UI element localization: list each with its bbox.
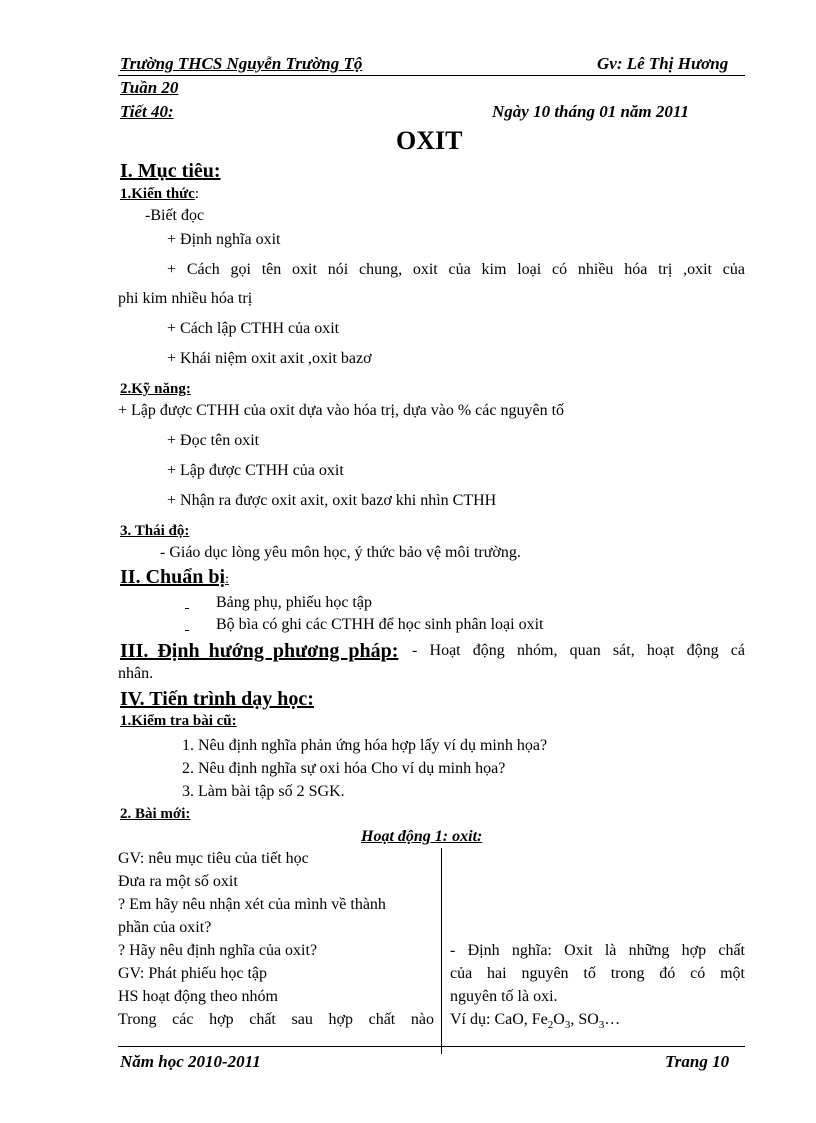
page-number: Trang 10 [665,1052,730,1071]
teacher-activity-line: GV: nêu mục tiêu của tiết học [118,850,309,867]
review-question: 1. Nêu định nghĩa phản ứng hóa hợp lấy ví dụ minh họa? [182,737,548,754]
school-name: Trường THCS Nguyễn Trường Tộ [120,54,363,73]
preparation-item: Bộ bìa có ghi các CTHH để học sinh phân loại oxit [216,616,544,633]
header-rule [118,75,745,76]
bullet-dash [185,630,189,631]
content-line: nguyên tố là oxi. [450,988,558,1005]
lesson-date: Ngày 10 tháng 01 năm 2011 [492,102,689,121]
method-text: - Hoạt động nhóm, quan sát, hoạt động cá [412,642,745,659]
teacher-activity-line: phần của oxit? [118,919,212,936]
knowledge-item: + Định nghĩa oxit [167,231,281,248]
section-method-heading: III. Định hướng phương pháp: [120,640,399,662]
skill-item: + Nhận ra được oxit axit, oxit bazơ khi nhìn CTHH [167,492,497,509]
footer-rule [118,1046,745,1047]
knowledge-item: + Cách lập CTHH của oxit [167,320,340,337]
section-process-heading: IV. Tiến trình dạy học: [120,688,314,710]
period-label: Tiết 40: [120,102,174,121]
teacher-activity-line: Trong các hợp chất sau hợp chất nào [118,1011,434,1028]
content-line: - Định nghĩa: Oxit là những hợp chất [450,942,745,959]
new-lesson-heading: 2. Bài mới: [120,806,191,822]
example-formulas: Ví dụ: CaO, $Fe_2O_3$, $SO_3\dots$ [450,1011,621,1032]
review-question: 2. Nêu định nghĩa sự oxi hóa Cho ví dụ minh họa? [182,760,506,777]
teacher-activity-line: Đưa ra một số oxit [118,873,238,890]
section-objectives-heading: I. Mục tiêu: [120,160,221,182]
skills-heading: 2.Kỹ năng: [120,381,191,397]
knowledge-item: + Khái niệm oxit axit ,oxit bazơ [167,350,372,367]
review-heading: 1.Kiểm tra bài cũ: [120,713,237,729]
teacher-activity-line: ? Hãy nêu định nghĩa của oxit? [118,942,318,959]
week-label: Tuần 20 [120,78,179,97]
teacher-activity-line: GV: Phát phiếu học tập [118,965,268,982]
column-divider [441,848,442,1054]
section-preparation-heading: II. Chuẩn bị: [120,566,229,588]
knowledge-intro: -Biết đọc [145,207,205,224]
knowledge-heading: 1.Kiến thức: [120,186,200,202]
skill-item: + Lập được CTHH của oxit dựa vào hóa trị, dựa vào % các nguyên tố [118,402,565,419]
knowledge-item: + Cách gọi tên oxit nói chung, oxit của kim loại có nhiều hóa trị ,oxit của [167,261,745,278]
teacher-name: Gv: Lê Thị Hương [597,54,729,73]
attitude-heading: 3. Thái độ: [120,523,190,539]
preparation-item: Bảng phụ, phiếu học tập [216,594,372,611]
content-line: của hai nguyên tố trong đó có một [450,965,745,982]
method-text-continued: nhân. [118,665,154,682]
teacher-activity-line: HS hoạt động theo nhóm [118,988,278,1005]
attitude-text: - Giáo dục lòng yêu môn học, ý thức bảo vệ môi trường. [160,544,521,561]
school-year: Năm học 2010-2011 [120,1052,261,1071]
skill-item: + Lập được CTHH của oxit [167,462,344,479]
page-title: OXIT [396,126,463,155]
skill-item: + Đọc tên oxit [167,432,260,449]
teacher-activity-line: ? Em hãy nêu nhận xét của mình về thành [118,896,386,913]
activity-title: Hoạt động 1: oxit: [361,828,483,845]
bullet-dash [185,608,189,609]
review-question: 3. Làm bài tập số 2 SGK. [182,783,345,800]
knowledge-item-continued: phi kim nhiều hóa trị [118,290,253,307]
